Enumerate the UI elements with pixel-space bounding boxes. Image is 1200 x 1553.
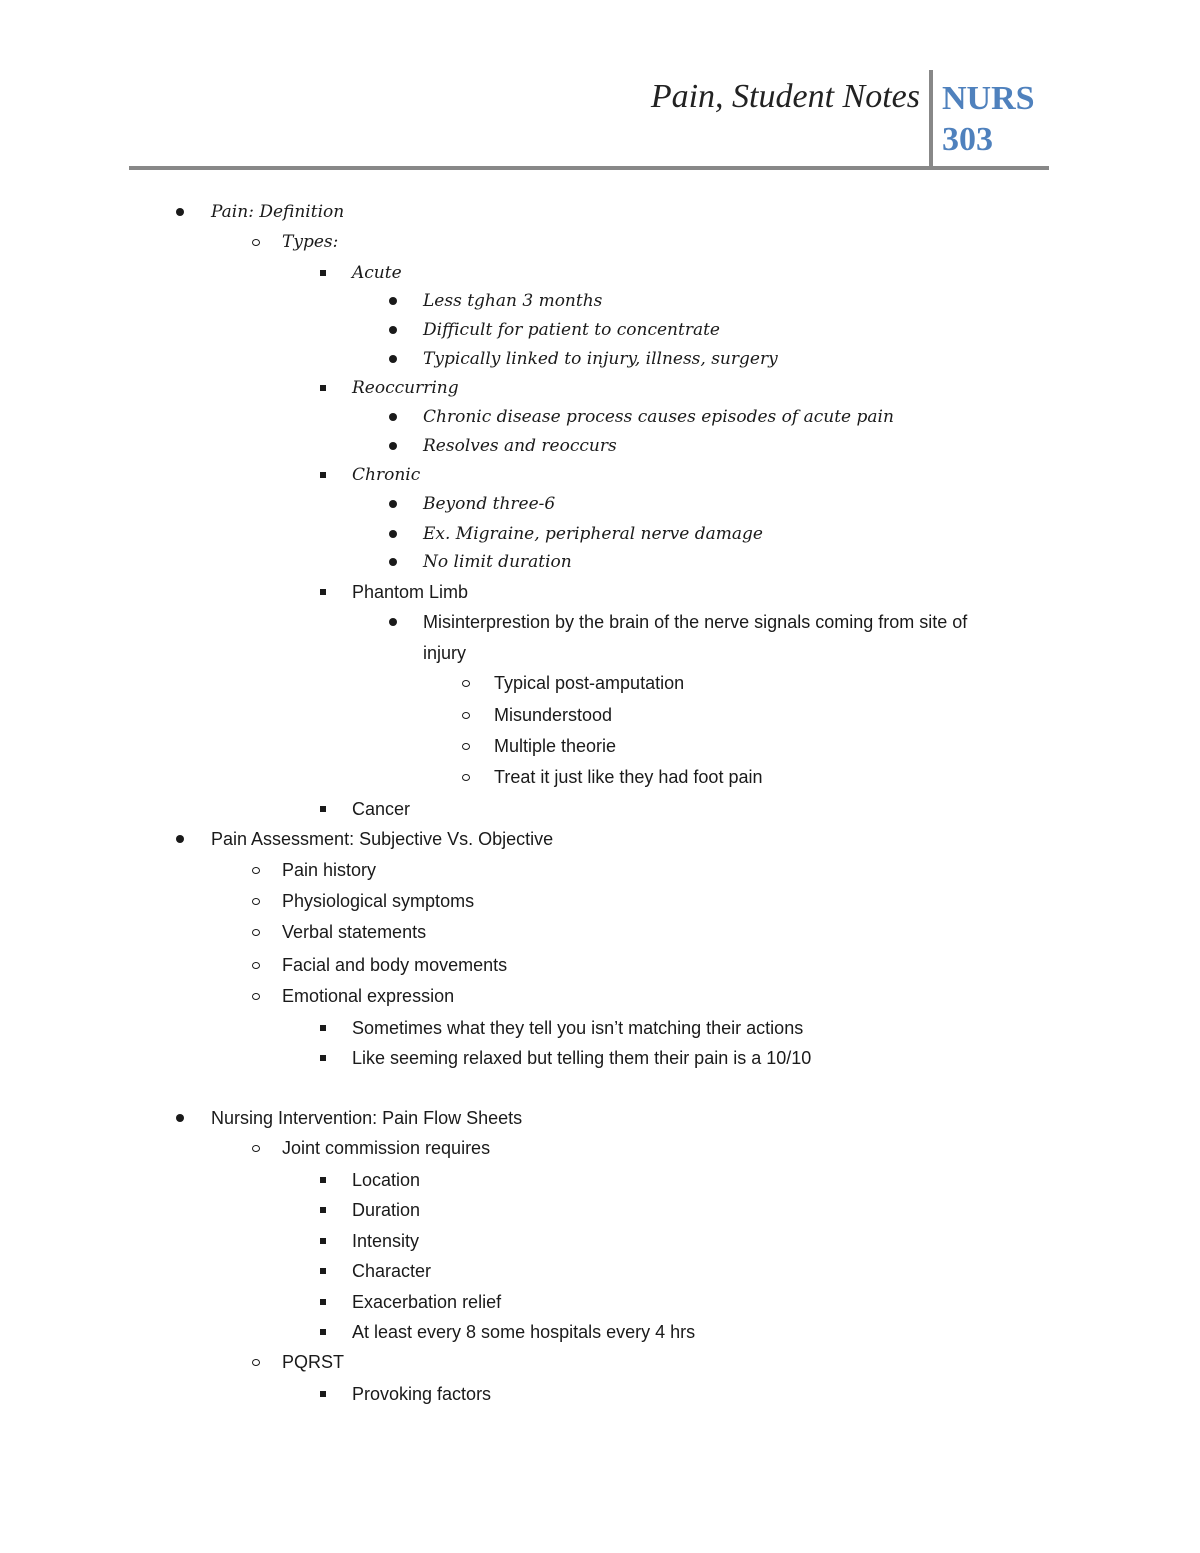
bullet-square-icon: [318, 262, 334, 284]
bullet-square-icon: [318, 1383, 334, 1405]
bullet-square-icon: [318, 1291, 334, 1313]
bullet-circle-icon: [250, 231, 266, 253]
bullet-disc-icon: [386, 406, 402, 428]
bullet-circle-icon: [250, 890, 266, 912]
header-divider-horizontal: [129, 166, 1049, 170]
bullet-square-icon: [318, 581, 334, 603]
bullet-square-icon: [318, 1047, 334, 1069]
bullet-disc-icon: [386, 435, 402, 457]
bullet-disc-icon: [386, 523, 402, 545]
bullet-square-icon: [318, 1260, 334, 1282]
bullet-square-icon: [318, 798, 334, 820]
bullet-disc-icon: [386, 551, 402, 573]
bullet-circle-icon: [250, 1137, 266, 1159]
bullet-disc-icon: [386, 611, 402, 633]
bullet-disc-icon: [173, 1107, 189, 1129]
bullet-square-icon: [318, 464, 334, 486]
header-divider-vertical: [929, 70, 933, 168]
bullet-disc-icon: [173, 201, 189, 223]
bullet-circle-icon: [460, 672, 476, 694]
bullet-square-icon: [318, 1199, 334, 1221]
course-code-line-1: NURS: [942, 80, 1035, 117]
document-title: Pain, Student Notes: [650, 78, 920, 115]
bullet-disc-icon: [386, 493, 402, 515]
bullet-circle-icon: [460, 704, 476, 726]
bullet-circle-icon: [250, 1351, 266, 1373]
bullet-circle-icon: [250, 921, 266, 943]
bullet-disc-icon: [386, 319, 402, 341]
bullet-circle-icon: [250, 859, 266, 881]
bullet-square-icon: [318, 1169, 334, 1191]
bullet-circle-icon: [460, 766, 476, 788]
bullet-circle-icon: [250, 985, 266, 1007]
bullet-disc-icon: [386, 290, 402, 312]
bullet-square-icon: [318, 1321, 334, 1343]
bullet-square-icon: [318, 1230, 334, 1252]
bullet-square-icon: [318, 1017, 334, 1039]
bullet-disc-icon: [173, 828, 189, 850]
bullet-disc-icon: [386, 348, 402, 370]
bullet-circle-icon: [460, 735, 476, 757]
course-code: [942, 78, 1052, 160]
course-code-line-2: 303: [942, 121, 993, 158]
bullet-circle-icon: [250, 954, 266, 976]
bullet-square-icon: [318, 377, 334, 399]
